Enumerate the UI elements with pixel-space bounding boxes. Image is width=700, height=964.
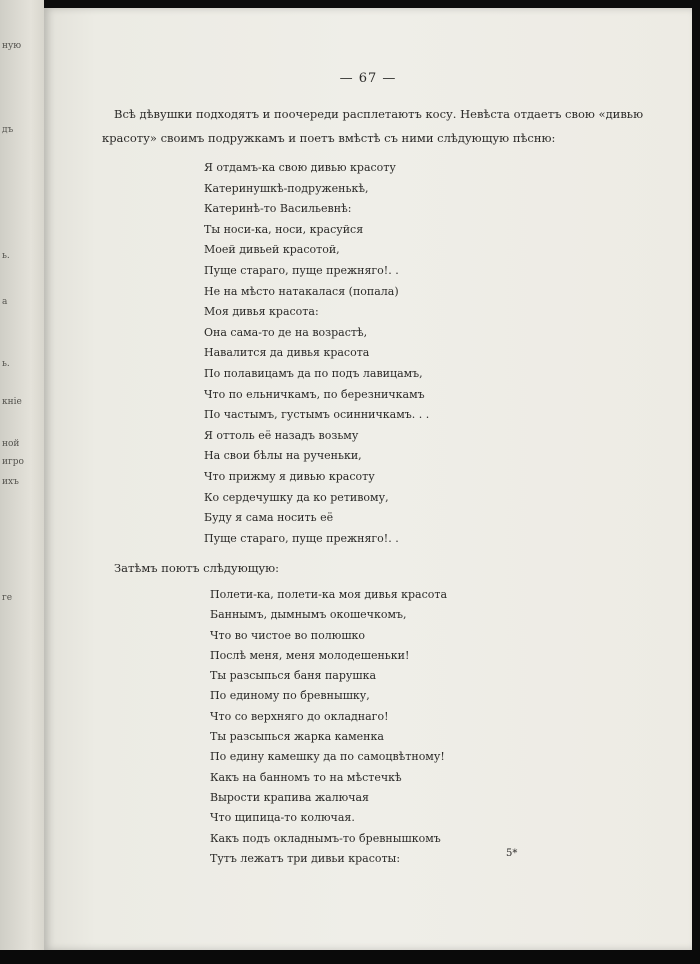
prev-page-fragment: игро <box>2 457 24 467</box>
prev-page-fragment: дъ <box>2 125 14 135</box>
verse-line: Я отдамъ-ка свою дивью красоту <box>204 161 396 174</box>
verse-line: Она сама-то де на возрастѣ, <box>204 325 368 339</box>
verse-line: Ко сердечушку да ко ретивому, <box>204 490 389 504</box>
verse-line: Ты носи-ка, носи, красуйся <box>204 222 364 236</box>
intro-paragraph: Всѣ дѣвушки подходятъ и поочереди расплетаютъ косу. Невѣста отдаетъ свою «дивью красоту» своимъ подружкамъ и поетъ вмѣстѣ съ ними слѣдующую пѣсню: <box>102 107 644 145</box>
transition-line: Затѣмъ поютъ слѣдующую: <box>114 561 280 575</box>
prev-page-fragment: а <box>2 297 8 307</box>
verse-line: Что прижму я дивью красоту <box>204 469 375 483</box>
song-2-verse <box>210 585 447 869</box>
prev-page-fragment: ге <box>2 593 13 603</box>
verse-line: Пуще стараго, пуще прежняго!. . <box>204 531 399 545</box>
verse-line: Навалится да дивья красота <box>204 346 370 360</box>
verse-line: По единому по бревнышку, <box>210 689 370 703</box>
book-page <box>44 8 692 950</box>
verse-line: Катеринѣ-то Васильевнѣ: <box>204 202 352 216</box>
prev-page-fragment: ь. <box>2 359 10 369</box>
verse-line: По полавицамъ да по подъ лавицамъ, <box>204 366 423 380</box>
verse-line: Тутъ лежатъ три дивьи красоты: <box>210 851 401 865</box>
verse-line: На свои бѣлы на рученьки, <box>204 449 362 463</box>
verse-line: Ты разсыпься баня парушка <box>210 669 377 683</box>
verse-line: Моей дивьей красотой, <box>204 243 340 257</box>
verse-line: Баннымъ, дымнымъ окошечкомъ, <box>210 608 407 622</box>
verse-line: Что во чистое во полюшко <box>210 628 366 642</box>
prev-page-fragment: кніе <box>2 397 22 407</box>
verse-line: Пуще стараго, пуще прежняго!. . <box>204 263 399 277</box>
prev-page-fragment: ь. <box>2 251 10 261</box>
verse-line: Моя дивья красота: <box>204 305 319 319</box>
prev-page-fragment: ной <box>2 439 20 449</box>
verse-line: Послѣ меня, меня молодешеньки! <box>210 648 410 662</box>
verse-line: Я оттоль её назадъ возьму <box>204 428 359 442</box>
verse-line: Что щипица-то колючая. <box>210 811 355 825</box>
verse-line: Вырости крапива жалючая <box>210 790 369 804</box>
prev-page-fragment: ную <box>2 41 22 51</box>
verse-line: Какъ на банномъ то на мѣстечкѣ <box>210 770 402 784</box>
verse-line: Какъ подъ окладнымъ-то бревнышкомъ <box>210 831 441 845</box>
verse-line: Буду я сама носить её <box>204 511 334 525</box>
previous-page-edge <box>0 0 44 964</box>
bottom-shadow <box>0 950 700 964</box>
verse-line: Что по ельничкамъ, по березничкамъ <box>204 387 425 401</box>
verse-line: Что со верхняго до окладнаго! <box>210 709 389 723</box>
song-1-verse <box>204 158 429 549</box>
verse-line: По едину камешку да по самоцвѣтному! <box>210 750 445 764</box>
signature-mark: 5* <box>506 848 518 859</box>
verse-line: По частымъ, густымъ осинничкамъ. . . <box>204 408 430 422</box>
page-number: — 67 — <box>339 71 397 86</box>
verse-line: Катеринушкѣ-подруженькѣ, <box>204 181 369 195</box>
verse-line: Ты разсыпься жарка каменка <box>210 730 384 744</box>
prev-page-fragment: ихъ <box>2 477 19 487</box>
verse-line: Не на мѣсто натакалася (попала) <box>204 284 399 298</box>
verse-line: Полети-ка, полети-ка моя дивья красота <box>210 588 448 601</box>
